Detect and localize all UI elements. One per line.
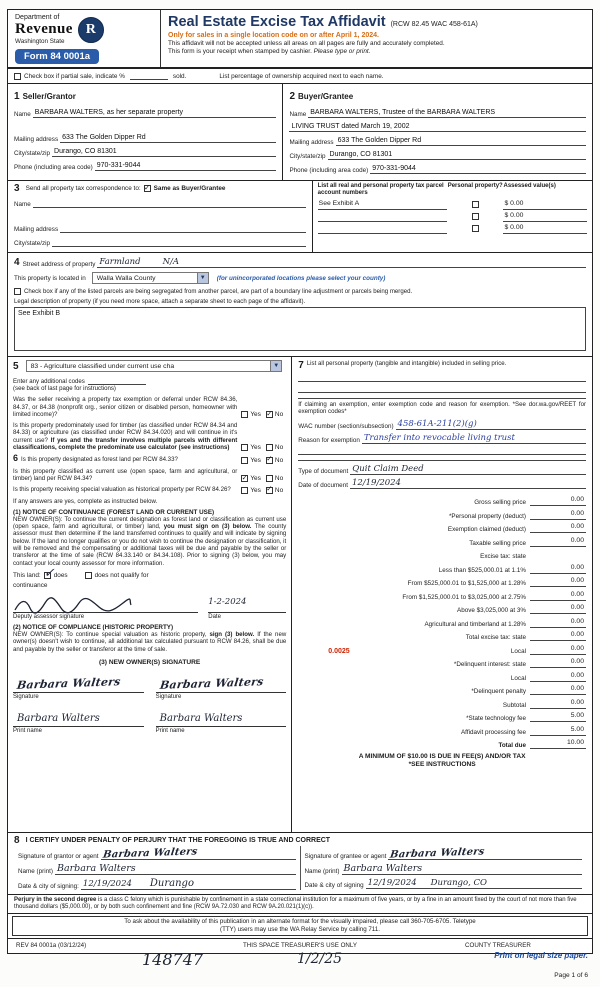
buyer-city-field[interactable]: Durango, CO 81301 bbox=[328, 150, 586, 160]
question-historic bbox=[13, 486, 286, 493]
partial-sale-label: Check box if partial sale, indicate % bbox=[24, 72, 125, 80]
correspondence-city-label: City/state/zip bbox=[14, 240, 51, 247]
current-use-yes-checkbox[interactable] bbox=[241, 475, 248, 482]
timber-yes-checkbox[interactable] bbox=[241, 444, 248, 451]
minimum-due-line2: *SEE INSTRUCTIONS bbox=[408, 761, 476, 769]
grantor-city: Durango bbox=[149, 878, 194, 889]
grantor-date: 12/19/2024 bbox=[82, 879, 132, 889]
parties-row bbox=[8, 84, 592, 181]
tax-value[interactable]: 0.00 bbox=[530, 522, 586, 533]
section-1-number: 1 bbox=[14, 91, 20, 102]
street-address-label: Street address of property bbox=[22, 261, 96, 268]
tax-row-tier1 bbox=[298, 560, 586, 574]
alternate-format-box bbox=[12, 916, 588, 935]
question-forest-text bbox=[13, 455, 237, 463]
seller-mailing-field[interactable]: 633 The Golden Dipper Rd bbox=[60, 133, 276, 143]
partial-sale-row bbox=[8, 69, 592, 84]
page-number: Page 1 of 6 bbox=[554, 972, 588, 979]
form-title: Real Estate Excise Tax Affidavit bbox=[168, 14, 386, 30]
form-title-ref: (RCW 82.45 WAC 458-61A) bbox=[390, 21, 478, 28]
grantee-date-field[interactable] bbox=[366, 879, 582, 889]
section-1-title: Seller/Grantor bbox=[22, 92, 76, 101]
chevron-down-icon[interactable]: ▼ bbox=[197, 273, 208, 283]
street-address-handwritten-1: Farmland bbox=[99, 257, 141, 267]
exemption-no-checkmark: ✓ bbox=[266, 408, 273, 418]
exemption-intro: If claiming an exemption, enter exemption code and reason for exemption. *See dor.wa.gov/REET for exemption codes* bbox=[298, 401, 586, 416]
no-label: No bbox=[274, 444, 284, 452]
grantee-print-field[interactable] bbox=[342, 864, 583, 875]
grantee-certify-column bbox=[300, 846, 587, 890]
seller-mailing-label: Mailing address bbox=[14, 136, 59, 143]
question-exemption-text: Was the seller receiving a property tax exemption or deferral under RCW 84.36, 84.37, or 84.38 (nonprofit org., senior citizen or disabled person, homeowner with limited income)? bbox=[13, 396, 238, 418]
section-correspondence bbox=[8, 181, 312, 252]
owner-signature-field-2[interactable] bbox=[156, 674, 287, 693]
tax-label: Excise tax: state bbox=[480, 553, 526, 561]
does-checkbox[interactable] bbox=[43, 565, 55, 581]
tax-label: Gross selling price bbox=[474, 499, 526, 507]
this-land-label: This land: bbox=[13, 571, 41, 579]
tax-row-tier4 bbox=[298, 601, 586, 615]
rev-number: REV 84 0001a (03/12/24) bbox=[16, 941, 87, 949]
correspondence-city-field[interactable] bbox=[52, 237, 306, 247]
land-qualifies-row bbox=[13, 565, 286, 589]
notice-line2-text: This form is your receipt when stamped by cashier. bbox=[168, 48, 314, 55]
reason-exemption-field-2[interactable] bbox=[298, 444, 586, 455]
signature-label-2: Signature bbox=[155, 693, 182, 700]
tax-value[interactable]: 0.00 bbox=[530, 509, 586, 520]
tax-value[interactable]: 5.00 bbox=[530, 725, 586, 736]
tax-row-technology-fee bbox=[298, 709, 586, 723]
tax-row-personal bbox=[298, 506, 586, 520]
tax-label: Less than $525,000.01 at 1.1% bbox=[438, 566, 526, 574]
segregated-label: Check box if any of the listed parcels are being segregated from another parcel, are part of a boundary line adjustment or parcels being merged. bbox=[24, 288, 413, 295]
print-legal-size-note: Print on legal size paper. bbox=[494, 951, 588, 960]
notice-line2-italic: Please type or print. bbox=[313, 48, 371, 55]
buyer-name-field-line1[interactable]: BARBARA WALTERS, Trustee of the BARBARA WALTERS bbox=[308, 108, 586, 118]
tax-value[interactable]: 0.00 bbox=[530, 657, 586, 668]
county-dropdown-value: Walla Walla County bbox=[96, 274, 156, 282]
landuse-code-dropdown[interactable] bbox=[26, 360, 283, 372]
section-buyer bbox=[282, 84, 592, 180]
no-label: No bbox=[274, 475, 284, 483]
perjury-lead: Perjury in the second degree bbox=[14, 897, 97, 903]
tax-value[interactable]: 0.00 bbox=[530, 576, 586, 587]
reason-exemption-handwritten: Transfer into revocable living trust bbox=[363, 432, 515, 443]
tax-row-delinquent-interest-state bbox=[298, 655, 586, 669]
assessor-date-field[interactable]: 1-2-2024 bbox=[208, 597, 286, 613]
compliance-body-c: If the new owner(s) doesn't wish to continue, all additional tax calculated pursuant to RCW 84.26, shall be due and payable by the seller or transferor at the time of sale. bbox=[13, 630, 287, 653]
grantee-signature: Barbara Walters bbox=[389, 846, 486, 861]
parcel-number-field-2[interactable] bbox=[318, 210, 447, 222]
parcel-table bbox=[312, 181, 592, 252]
wac-number-handwritten: 458-61A-211(2)(g) bbox=[397, 418, 477, 429]
street-address-field[interactable] bbox=[97, 258, 586, 268]
grantor-signature: Barbara Walters bbox=[101, 846, 198, 861]
tax-label: *Personal property (deduct) bbox=[448, 512, 526, 520]
does-label: does bbox=[53, 571, 68, 579]
question-timber-text bbox=[13, 422, 237, 451]
title-block bbox=[160, 10, 592, 67]
owner-print-row bbox=[13, 708, 286, 727]
section-4-number: 4 bbox=[14, 257, 20, 268]
section-8-number: 8 bbox=[14, 835, 20, 846]
tax-row-agricultural bbox=[298, 614, 586, 628]
document-type-field[interactable] bbox=[350, 465, 586, 475]
tax-label: Affidavit processing fee bbox=[460, 728, 526, 736]
tax-label: Local bbox=[510, 674, 526, 682]
exemption-no-checkbox[interactable] bbox=[266, 408, 273, 418]
yes-label: Yes bbox=[250, 456, 261, 464]
alternate-format-line1: To ask about the availability of this publication in an alternate format for the visually impaired, please call 360-705-6705. Teletype bbox=[124, 918, 476, 926]
additional-codes-note: (see back of last page for instructions) bbox=[13, 385, 116, 392]
tax-row-delinquent-penalty bbox=[298, 682, 586, 696]
dept-line2: Revenue bbox=[15, 21, 73, 37]
buyer-mailing-field[interactable]: 633 The Golden Dipper Rd bbox=[336, 136, 586, 146]
notice-compliance-body bbox=[13, 631, 286, 653]
parcel-number-field-1[interactable]: See Exhibit A bbox=[318, 198, 447, 210]
notice-continuance-title: (1) NOTICE OF CONTINUANCE (FOREST LAND OR CURRENT USE) bbox=[13, 508, 215, 516]
document-date-label: Date of document bbox=[298, 481, 348, 489]
tax-value[interactable]: 0.00 bbox=[530, 590, 586, 601]
agency-block bbox=[8, 10, 160, 67]
correspondence-mailing-field[interactable] bbox=[60, 223, 306, 233]
yes-label: Yes bbox=[250, 486, 261, 494]
additional-codes-label: Enter any additional codes bbox=[13, 377, 85, 385]
assessor-date-label: Date bbox=[208, 613, 221, 620]
owner-signature-row-1 bbox=[13, 674, 286, 693]
tax-label: From $525,000.01 to $1,525,000 at 1.28% bbox=[407, 580, 526, 588]
notice-line1: This affidavit will not be accepted unless all areas on all pages are fully and accurately completed. bbox=[168, 40, 445, 47]
form-number-badge: Form 84 0001a bbox=[15, 49, 99, 64]
local-rate: 0.0025 bbox=[328, 647, 350, 655]
forest-no-checkmark: ✓ bbox=[266, 454, 273, 464]
personal-property-checkbox-2[interactable] bbox=[472, 213, 479, 220]
question-timber-bold: If yes and the transfer involves multiple parcels with different classifications, complete the predominate use calculator (see instructions) bbox=[13, 436, 238, 452]
grantor-print-name: Barbara Walters bbox=[57, 863, 136, 874]
tax-row-gross bbox=[298, 493, 586, 507]
tax-label: Agricultural and timberland at 1.28% bbox=[424, 620, 526, 628]
notice-compliance-title: (2) NOTICE OF COMPLIANCE (HISTORIC PROPERTY) bbox=[13, 623, 174, 631]
tax-label: Above $3,025,000 at 3% bbox=[457, 607, 526, 615]
owner-signature-2: Barbara Walters bbox=[158, 674, 265, 692]
signature-label-1: Signature bbox=[13, 693, 39, 700]
tax-label: Local bbox=[510, 647, 526, 655]
ownership-percentage-note: List percentage of ownership acquired next to each name. bbox=[219, 72, 384, 80]
partial-sale-checkbox[interactable] bbox=[14, 73, 21, 80]
does-not-label: does not qualify for bbox=[94, 571, 149, 579]
tax-value[interactable]: 0.00 bbox=[530, 495, 586, 506]
continuance-body-b: you must sign on (3) below. bbox=[163, 523, 252, 531]
question-forest-body: Is this property designated as forest land per RCW 84.33? bbox=[21, 456, 178, 464]
print-name-label-1: Print name bbox=[13, 727, 43, 734]
no-label: No bbox=[274, 456, 284, 464]
tax-row-taxable bbox=[298, 533, 586, 547]
owner-print-name-2: Barbara Walters bbox=[159, 712, 243, 724]
new-owner-signature-title: (3) NEW OWNER(S) SIGNATURE bbox=[98, 658, 201, 666]
owner-signature-1: Barbara Walters bbox=[16, 674, 122, 692]
completion-notice bbox=[168, 40, 585, 56]
current-use-no-checkbox[interactable] bbox=[266, 475, 273, 482]
question-forest bbox=[13, 455, 286, 463]
grantor-print-field[interactable] bbox=[55, 864, 296, 875]
does-handwritten-checkmark: ✓ bbox=[43, 565, 55, 581]
owner-print-field-2[interactable] bbox=[156, 708, 287, 727]
tax-label: From $1,525,000.01 to $3,025,000 at 2.75% bbox=[402, 593, 526, 601]
deputy-assessor-signature-scribble bbox=[13, 597, 133, 615]
section-property-location bbox=[8, 253, 592, 357]
grantor-signature-field[interactable] bbox=[101, 846, 296, 861]
section-2-title: Buyer/Grantee bbox=[298, 92, 354, 101]
form-header bbox=[8, 10, 592, 69]
reason-exemption-label: Reason for exemption bbox=[298, 436, 360, 444]
landuse-code-value: 83 - Agriculture classified under current use cha bbox=[30, 362, 175, 370]
right-column bbox=[291, 357, 592, 832]
question-exemption bbox=[13, 396, 286, 418]
minimum-due-line1: A MINIMUM OF $10.00 IS DUE IN FEE(S) AND/OR TAX bbox=[358, 753, 526, 761]
yes-label: Yes bbox=[250, 444, 261, 452]
tax-value[interactable]: 0.00 bbox=[530, 698, 586, 709]
no-label: No bbox=[274, 486, 284, 494]
tax-row-tier3 bbox=[298, 587, 586, 601]
document-type-label: Type of document bbox=[298, 467, 349, 475]
buyer-phone-label: Phone (including area code) bbox=[289, 167, 369, 174]
yes-label: Yes bbox=[250, 411, 261, 419]
section-3-number: 3 bbox=[14, 183, 20, 194]
question-historic-text: Is this property receiving special valuation as historical property per RCW 84.26? bbox=[13, 486, 231, 494]
buyer-name-field-line2[interactable]: LIVING TRUST dated March 19, 2002 bbox=[289, 122, 586, 132]
section-6-number: 6 bbox=[13, 453, 19, 464]
grantor-print-label: Name (print) bbox=[18, 868, 53, 875]
tax-row-subtotal bbox=[298, 695, 586, 709]
historic-no-checkmark: ✓ bbox=[266, 484, 273, 494]
correspondence-mailing-label: Mailing address bbox=[14, 226, 59, 233]
tax-value[interactable]: 0.00 bbox=[530, 671, 586, 682]
correspondence-name-label: Name bbox=[14, 201, 31, 208]
buyer-phone-field[interactable]: 970-331-9044 bbox=[370, 164, 586, 174]
tax-row-excise-header bbox=[298, 547, 586, 561]
revenue-logo-icon: R bbox=[78, 17, 104, 43]
personal-property-header: Personal property? bbox=[447, 183, 503, 189]
document-date-handwritten: 12/19/2024 bbox=[351, 477, 401, 488]
section-5-number: 5 bbox=[13, 360, 19, 372]
dept-line3: Washington State bbox=[15, 38, 65, 45]
personal-property-field-2[interactable] bbox=[298, 382, 586, 393]
partial-percent-field[interactable] bbox=[130, 72, 168, 80]
grantor-date-field[interactable] bbox=[81, 879, 296, 890]
grantee-date-label: Date & city of signing bbox=[304, 882, 364, 889]
tax-value[interactable]: 0.00 bbox=[530, 630, 586, 641]
seller-name-label: Name bbox=[14, 111, 31, 118]
assessor-signature-row bbox=[13, 597, 286, 613]
question-timber-normal: Is this property predominately used for timber (as classified under RCW 84.34 and 84.33) or agriculture (as classified under RCW 84.34.020) and will continue in it's current use? bbox=[13, 422, 238, 444]
document-date-field[interactable] bbox=[350, 479, 586, 489]
tax-value[interactable]: 0.00 bbox=[530, 603, 586, 614]
correspondence-row bbox=[8, 181, 592, 253]
additional-codes-field[interactable] bbox=[88, 377, 146, 385]
historic-yes-checkbox[interactable] bbox=[241, 487, 248, 494]
tax-label: Exemption claimed (deduct) bbox=[447, 526, 526, 534]
yes-label: Yes bbox=[250, 475, 261, 483]
county-note: (for unincorporated locations please select your county) bbox=[216, 274, 386, 282]
does-not-checkbox[interactable] bbox=[85, 572, 92, 579]
tax-table bbox=[298, 493, 586, 750]
wac-number-label: WAC number (section/subsection) bbox=[298, 422, 394, 430]
grantee-city: Durango, CO bbox=[430, 878, 487, 888]
personal-property-checkbox-3[interactable] bbox=[472, 225, 479, 232]
timber-no-checkbox[interactable] bbox=[266, 444, 273, 451]
perjury-rest: is a class C felony which is punishable by confinement in a state correctional institution for a maximum of five years, or by a fine in an amount fixed by the court of not more than five thousand dollars ($5,000.00), or by both such confinement and fine (RCW 9A.72.030 and RCW 9A.20.021(1)(c)). bbox=[14, 897, 577, 911]
continuance-body-a: NEW OWNER(S): To continue the current designation as forest land or classification as current use (open space, farm and agricultural, or timber) land, bbox=[13, 515, 287, 531]
assessed-values-header: Assessed value(s) bbox=[503, 183, 556, 189]
grantor-certify-column bbox=[14, 846, 300, 890]
minimum-due-note bbox=[298, 753, 586, 769]
send-correspondence-label: Send all property tax correspondence to: bbox=[25, 185, 141, 192]
legal-description-label: Legal description of property (if you need more space, attach a separate sheet to each page of the affidavit). bbox=[14, 298, 306, 305]
no-label: No bbox=[274, 411, 284, 419]
legal-description-field[interactable]: See Exhibit B bbox=[14, 307, 586, 351]
historic-no-checkbox[interactable] bbox=[266, 484, 273, 494]
continuance-word: continuance bbox=[13, 581, 48, 589]
chevron-down-icon[interactable]: ▼ bbox=[270, 361, 281, 371]
document-type-handwritten: Quit Claim Deed bbox=[352, 463, 424, 474]
buyer-mailing-label: Mailing address bbox=[289, 139, 334, 146]
section-seller bbox=[8, 84, 282, 180]
forest-no-checkbox[interactable] bbox=[266, 454, 273, 464]
parcel-number-field-3[interactable] bbox=[318, 222, 447, 234]
tax-row-tier2 bbox=[298, 574, 586, 588]
exemption-yes-checkbox[interactable] bbox=[241, 411, 248, 418]
tax-label: Total due bbox=[498, 742, 526, 750]
grantee-signature-field[interactable] bbox=[388, 846, 582, 861]
affidavit-form bbox=[7, 9, 593, 954]
treasurer-stamp-number: 148747 bbox=[142, 950, 204, 969]
print-name-label-2: Print name bbox=[155, 727, 185, 734]
tax-label: Total excise tax: state bbox=[465, 634, 526, 642]
tax-row-local bbox=[298, 641, 586, 655]
compliance-body-b: sign (3) below. bbox=[209, 630, 255, 638]
continuance-body-c: The county assessor must then determine if the land transferred continues to qualify and will indicate by signing below. If the land no longer qualifies or you do not wish to continue the designation or classification, it will be removed and the compensating or additional taxes will be due and payable by the seller or transferor at the time of sale (RCW 84.33.140 or 84.34.108). Prior to signing (3) below, you may contact your local county assessor for more information. bbox=[13, 523, 287, 567]
owner-print-name-1: Barbara Walters bbox=[17, 712, 100, 724]
parcel-numbers-header: List all real and personal property tax parcel account numbers bbox=[317, 183, 444, 196]
tax-value[interactable]: 0.00 bbox=[530, 644, 586, 655]
notice-line2 bbox=[168, 48, 585, 56]
segregated-checkbox[interactable] bbox=[14, 288, 21, 295]
reason-exemption-field[interactable] bbox=[362, 434, 586, 444]
owner-signature-field-1[interactable] bbox=[13, 674, 144, 693]
tax-label: *Delinquent interest: state bbox=[453, 661, 526, 669]
tax-label: *Delinquent penalty bbox=[471, 688, 526, 696]
alternate-format-line2: (TTY) users may use the WA Relay Service by calling 711. bbox=[220, 926, 380, 933]
correspondence-name-field[interactable] bbox=[33, 198, 306, 208]
forest-yes-checkbox[interactable] bbox=[241, 457, 248, 464]
tax-value[interactable]: 0.00 bbox=[530, 563, 586, 574]
buyer-name-label: Name bbox=[289, 111, 307, 118]
deputy-assessor-signature-field[interactable] bbox=[13, 597, 198, 613]
deputy-assessor-signature-label: Deputy assessor signature bbox=[13, 613, 85, 620]
question-current-use bbox=[13, 468, 286, 483]
grantor-date-label: Date & city of signing: bbox=[18, 883, 79, 890]
tax-value[interactable]: 10.00 bbox=[530, 738, 586, 749]
county-treasurer-label: COUNTY TREASURER bbox=[465, 941, 531, 949]
assessed-value-field-2[interactable]: $ 0.00 bbox=[503, 210, 586, 222]
same-as-buyer-label: Same as Buyer/Grantee bbox=[153, 185, 226, 192]
personal-property-checkbox-1[interactable] bbox=[472, 201, 479, 208]
section-certify bbox=[8, 833, 592, 895]
treasurer-stamp-date: 1/2/25 bbox=[297, 951, 343, 967]
perjury-note bbox=[8, 895, 592, 914]
sold-label: sold. bbox=[172, 72, 187, 80]
treasurer-space-label: THIS SPACE TREASURER'S USE ONLY bbox=[243, 941, 357, 949]
grantee-print-name: Barbara Walters bbox=[343, 863, 423, 874]
tax-label: *State technology fee bbox=[466, 715, 526, 723]
effective-date-notice: Only for sales in a single location code on or after April 1, 2024. bbox=[168, 32, 379, 39]
main-columns bbox=[8, 357, 592, 833]
assessed-value-field-3[interactable]: $ 0.00 bbox=[503, 222, 586, 234]
grantor-signature-label: Signature of grantor or agent bbox=[18, 853, 99, 860]
assessed-value-field-1[interactable]: $ 0.00 bbox=[503, 198, 586, 210]
tax-value[interactable]: 0.00 bbox=[530, 617, 586, 628]
tax-value[interactable]: 5.00 bbox=[530, 711, 586, 722]
seller-name-field[interactable]: BARBARA WALTERS, as her separate property bbox=[33, 108, 277, 118]
certify-statement: I CERTIFY UNDER PENALTY OF PERJURY THAT THE FOREGOING IS TRUE AND CORRECT bbox=[25, 837, 331, 844]
wac-number-field[interactable] bbox=[396, 420, 586, 430]
left-column bbox=[8, 357, 291, 832]
question-timber bbox=[13, 422, 286, 451]
seller-city-label: City/state/zip bbox=[14, 150, 51, 157]
tax-row-delinquent-interest-local bbox=[298, 668, 586, 682]
seller-phone-label: Phone (including area code) bbox=[14, 164, 93, 171]
notice-continuance-body bbox=[13, 516, 286, 567]
grantee-signature-label: Signature of grantee or agent bbox=[304, 853, 387, 860]
if-yes-note: If any answers are yes, complete as instructed below. bbox=[13, 497, 158, 505]
same-as-buyer-checkmark: ✓ bbox=[144, 182, 151, 192]
buyer-city-label: City/state/zip bbox=[289, 153, 326, 160]
question-current-use-text: Is this property classified as current use (open space, farm and agricultural, or timber) land per RCW 84.34? bbox=[13, 467, 238, 482]
tax-value[interactable]: 0.00 bbox=[530, 684, 586, 695]
personal-property-field-1[interactable] bbox=[298, 371, 586, 382]
seller-city-field[interactable]: Durango, CO 81301 bbox=[52, 147, 276, 157]
owner-print-field-1[interactable] bbox=[13, 708, 144, 727]
tax-row-total-due bbox=[298, 736, 586, 750]
agency-name bbox=[15, 14, 73, 45]
grantee-print-label: Name (print) bbox=[304, 868, 340, 875]
tax-label: Subtotal bbox=[502, 701, 526, 709]
tax-row-processing-fee bbox=[298, 722, 586, 736]
located-in-label: This property is located in bbox=[14, 274, 86, 282]
dept-line1: Department of bbox=[15, 14, 60, 21]
seller-phone-field[interactable]: 970-331-9044 bbox=[95, 161, 277, 171]
tax-label: Taxable selling price bbox=[469, 539, 526, 547]
county-dropdown[interactable] bbox=[92, 272, 209, 284]
grantee-date: 12/19/2024 bbox=[367, 878, 417, 888]
section-7-number: 7 bbox=[298, 360, 304, 371]
same-as-buyer-checkbox[interactable] bbox=[144, 182, 151, 192]
current-use-yes-checkmark: ✓ bbox=[241, 473, 248, 483]
section-2-number: 2 bbox=[289, 91, 296, 102]
tax-row-exemption bbox=[298, 520, 586, 534]
personal-property-list-label: List all personal property (tangible and intangible) included in selling price. bbox=[306, 360, 507, 367]
compliance-body-a: NEW OWNER(S): To continue special valuation as historic property, bbox=[13, 630, 210, 638]
street-address-handwritten-2: N/A bbox=[162, 257, 180, 267]
tax-value[interactable]: 0.00 bbox=[530, 536, 586, 547]
tax-row-total-state bbox=[298, 628, 586, 642]
